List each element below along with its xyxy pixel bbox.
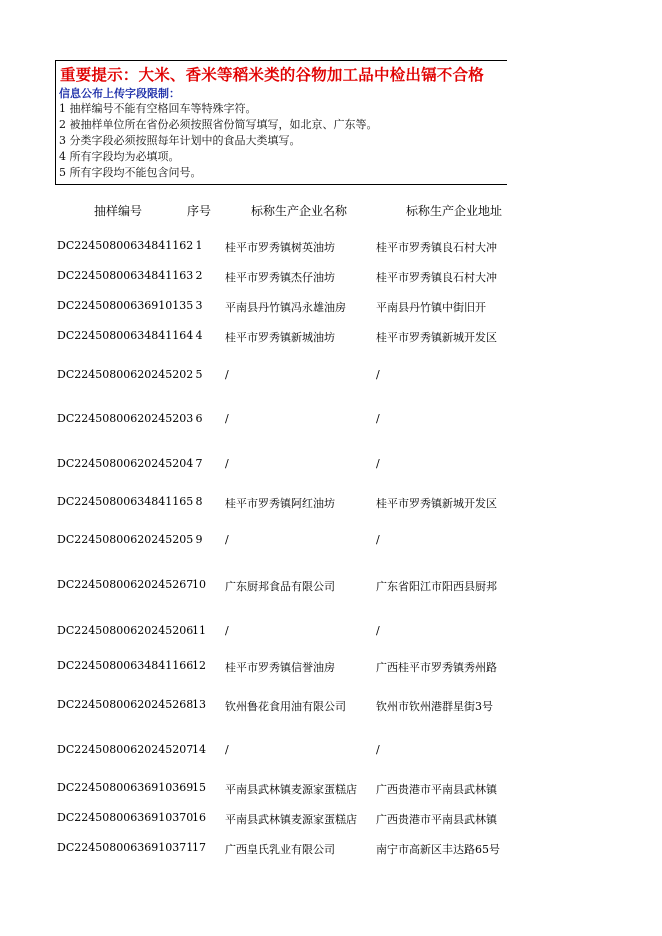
cell-name: / <box>225 533 229 546</box>
cell-seq: 5 <box>195 368 203 381</box>
cell-name: 桂平市罗秀镇新城油坊 <box>225 331 335 344</box>
cell-seq: 15 <box>192 781 206 794</box>
cell-addr: 桂平市罗秀镇良石村大冲 <box>376 241 497 254</box>
cell-addr: 钦州市钦州港群星街3号 <box>376 700 493 713</box>
cell-seq: 9 <box>195 533 203 546</box>
cell-code: DC22450800636910371 <box>57 841 194 854</box>
cell-code: DC22450800620245268 <box>57 698 194 711</box>
sheet-blank-area <box>507 0 662 936</box>
cell-name: 桂平市罗秀镇信誉油房 <box>225 661 335 674</box>
cell-name: 广西皇氏乳业有限公司 <box>225 843 335 856</box>
cell-addr: 桂平市罗秀镇新城开发区 <box>376 497 497 510</box>
notice-rule-4: 4 所有字段均为必填项。 <box>59 150 180 163</box>
cell-name: 桂平市罗秀镇树英油坊 <box>225 241 335 254</box>
cell-code: DC22450800634841166 <box>57 659 194 672</box>
cell-addr: / <box>376 457 380 470</box>
cell-code: DC22450800636910135 <box>57 299 194 312</box>
cell-addr: / <box>376 533 380 546</box>
notice-rule-3: 3 分类字段必须按照每年计划中的食品大类填写。 <box>59 134 301 147</box>
header-code: 抽样编号 <box>93 204 142 218</box>
cell-seq: 7 <box>195 457 203 470</box>
cell-addr: 广西桂平市罗秀镇秀州路 <box>376 661 497 674</box>
cell-code: DC22450800634841163 <box>57 269 194 282</box>
cell-code: DC22450800620245267 <box>57 578 194 591</box>
cell-code: DC22450800634841165 <box>57 495 194 508</box>
notice-rule-1: 1 抽样编号不能有空格回车等特殊字符。 <box>59 102 257 115</box>
header-addr: 标称生产企业地址 <box>405 204 502 218</box>
cell-name: / <box>225 412 229 425</box>
cell-code: DC22450800634841164 <box>57 329 194 342</box>
cell-seq: 4 <box>195 329 203 342</box>
cell-seq: 11 <box>192 624 206 637</box>
cell-code: DC22450800620245203 <box>57 412 194 425</box>
cell-name: / <box>225 624 229 637</box>
cell-name: 桂平市罗秀镇阿红油坊 <box>225 497 335 510</box>
cell-addr: 桂平市罗秀镇良石村大冲 <box>376 271 497 284</box>
cell-seq: 6 <box>195 412 203 425</box>
cell-code: DC22450800620245205 <box>57 533 194 546</box>
cell-name: 桂平市罗秀镇杰仔油坊 <box>225 271 335 284</box>
notice-subtitle: 信息公布上传字段限制： <box>59 87 180 100</box>
cell-code: DC22450800634841162 <box>57 239 194 252</box>
cell-seq: 1 <box>195 239 203 252</box>
cell-seq: 17 <box>192 841 206 854</box>
cell-addr: / <box>376 743 380 756</box>
cell-seq: 8 <box>195 495 203 508</box>
cell-code: DC22450800620245204 <box>57 457 194 470</box>
notice-rule-2: 2 被抽样单位所在省份必须按照省份简写填写，如北京、广东等。 <box>59 118 378 131</box>
cell-addr: / <box>376 624 380 637</box>
notice-box <box>55 60 515 185</box>
cell-name: / <box>225 457 229 470</box>
cell-addr: 平南县丹竹镇中街旧开 <box>376 301 486 314</box>
cell-name: 广东厨邦食品有限公司 <box>225 580 335 593</box>
cell-addr: 南宁市高新区丰达路65号 <box>376 843 500 856</box>
cell-name: 平南县武林镇麦源家蛋糕店 <box>225 783 357 796</box>
cell-seq: 12 <box>192 659 206 672</box>
cell-code: DC22450800620245207 <box>57 743 194 756</box>
cell-code: DC22450800636910369 <box>57 781 194 794</box>
cell-seq: 13 <box>192 698 206 711</box>
cell-name: 钦州鲁花食用油有限公司 <box>225 700 346 713</box>
cell-name: / <box>225 743 229 756</box>
cell-seq: 16 <box>192 811 206 824</box>
cell-addr: / <box>376 368 380 381</box>
header-seq: 序号 <box>186 204 211 218</box>
cell-name: 平南县丹竹镇冯永雄油房 <box>225 301 346 314</box>
cell-code: DC22450800620245202 <box>57 368 194 381</box>
header-name: 标称生产企业名称 <box>250 204 347 218</box>
cell-addr: 广西贵港市平南县武林镇 <box>376 813 497 826</box>
notice-rule-5: 5 所有字段均不能包含问号。 <box>59 166 202 179</box>
notice-title: 重要提示：大米、香米等稻米类的谷物加工品中检出镉不合格 <box>60 65 484 84</box>
cell-seq: 3 <box>195 299 203 312</box>
cell-name: / <box>225 368 229 381</box>
cell-code: DC22450800620245206 <box>57 624 194 637</box>
cell-addr: 广西贵港市平南县武林镇 <box>376 783 497 796</box>
cell-addr: 广东省阳江市阳西县厨邦 <box>376 580 497 593</box>
cell-addr: 桂平市罗秀镇新城开发区 <box>376 331 497 344</box>
cell-seq: 2 <box>195 269 203 282</box>
cell-code: DC22450800636910370 <box>57 811 194 824</box>
cell-addr: / <box>376 412 380 425</box>
cell-name: 平南县武林镇麦源家蛋糕店 <box>225 813 357 826</box>
cell-seq: 10 <box>192 578 206 591</box>
cell-seq: 14 <box>192 743 206 756</box>
